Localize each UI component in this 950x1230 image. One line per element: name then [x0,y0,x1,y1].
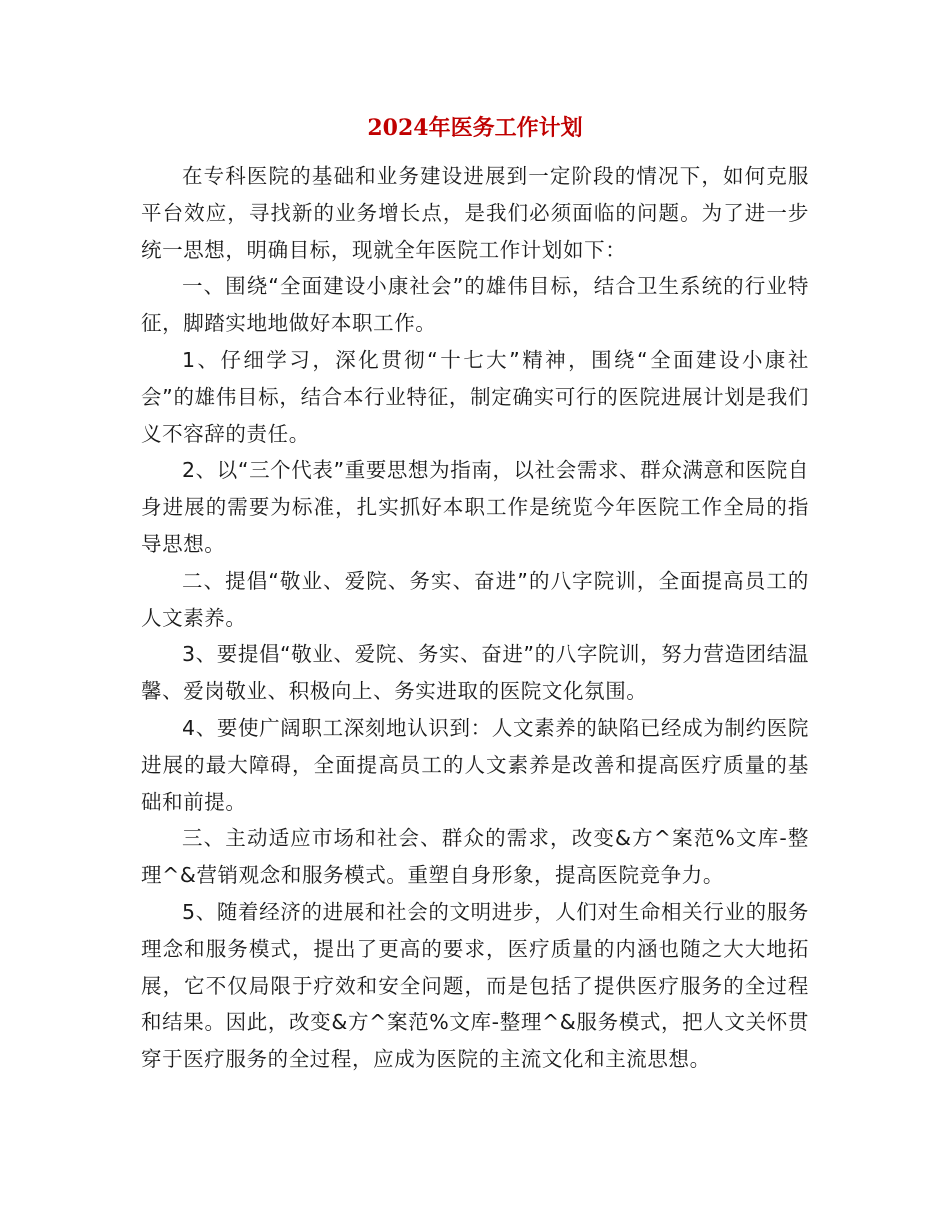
paragraph-item-1: 1、仔细学习，深化贯彻“十七大”精神，围绕“全面建设小康社会”的雄伟目标，结合本行业特征，制定确实可行的医院进展计划是我们义不容辞的责任。 [141,347,809,446]
paragraph-section-1: 一、围绕“全面建设小康社会”的雄伟目标，结合卫生系统的行业特征，脚踏实地地做好本职工作。 [141,274,809,336]
paragraph-section-2: 二、提倡“敬业、爱院、务实、奋进”的八字院训，全面提高员工的人文素养。 [141,568,809,630]
document-title: 2024年医务工作计划 [367,115,583,141]
document-body [141,158,809,1078]
paragraph-item-5: 5、随着经济的进展和社会的文明进步，人们对生命相关行业的服务理念和服务模式，提出了更高的要求，医疗质量的内涵也随之大大地拓展，它不仅局限于疗效和安全问题，而是包括了提供医疗服务的全过程和结果。因此，改变&方^案范%文库-整理^&服务模式，把人文关怀贯穿于医疗服务的全过程，应成为医院的主流文化和主流思想。 [141,899,809,1072]
paragraph-item-2: 2、以“三个代表”重要思想为指南，以社会需求、群众满意和医院自身进展的需要为标准，扎实抓好本职工作是统览今年医院工作全局的指导思想。 [141,458,809,556]
paragraph-intro: 在专科医院的基础和业务建设进展到一定阶段的情况下，如何克服平台效应，寻找新的业务增长点，是我们必须面临的问题。为了进一步统一思想，明确目标，现就全年医院工作计划如下： [141,164,809,262]
paragraph-section-3: 三、主动适应市场和社会、群众的需求，改变&方^案范%文库-整理^&营销观念和服务模式。重塑自身形象，提高医院竞争力。 [141,826,809,888]
paragraph-item-4: 4、要使广阔职工深刻地认识到：人文素养的缺陷已经成为制约医院进展的最大障碍，全面提高员工的人文素养是改善和提高医疗质量的基础和前提。 [141,715,809,814]
paragraph-item-3: 3、要提倡“敬业、爱院、务实、奋进”的八字院训，努力营造团结温馨、爱岗敬业、积极向上、务实进取的医院文化氛围。 [141,642,809,704]
